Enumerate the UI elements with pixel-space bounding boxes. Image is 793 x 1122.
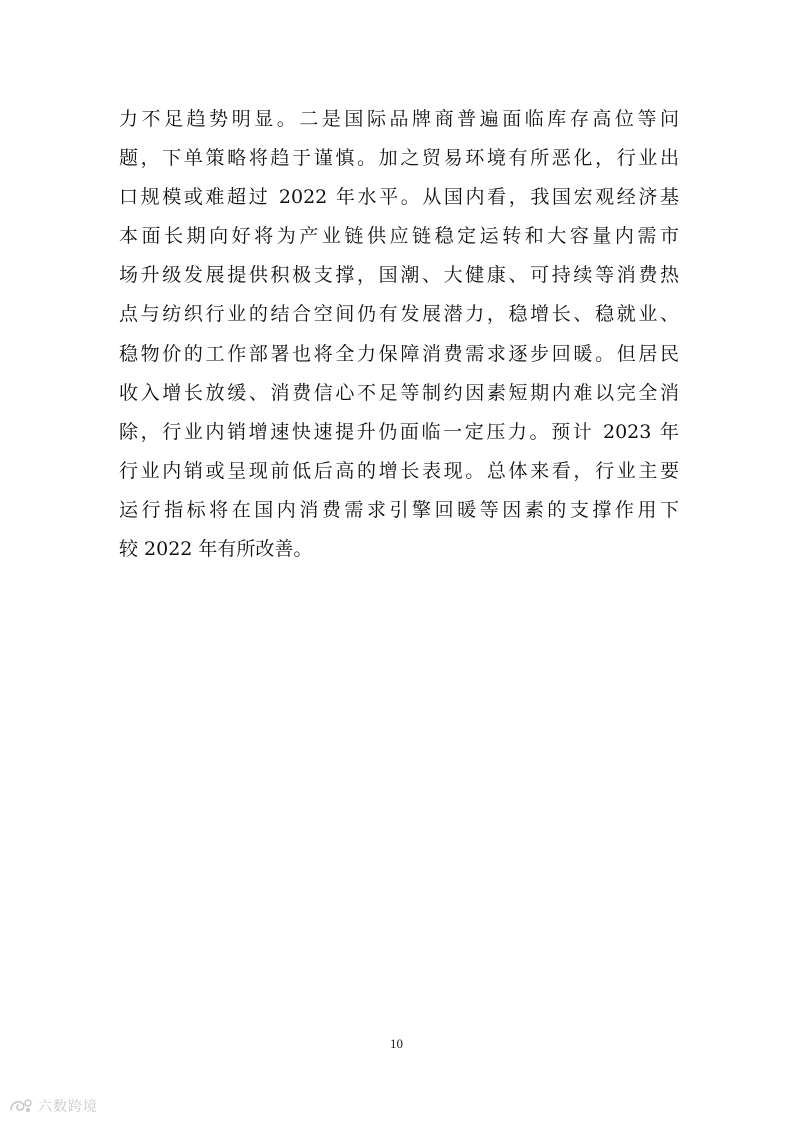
paragraph-line: 较 2022 年有所改善。 (119, 538, 313, 561)
paragraph-line: 稳物价的工作部署也将全力保障消费需求逐步回暖。但居民 (119, 342, 679, 365)
paragraph-line: 本面长期向好将为产业链供应链稳定运转和大容量内需市 (119, 225, 679, 248)
watermark (8, 1095, 98, 1117)
paragraph-line: 点与纺织行业的结合空间仍有发展潜力，稳增长、稳就业、 (119, 303, 679, 326)
page-number: 10 (390, 1036, 403, 1051)
paragraph-line: 收入增长放缓、消费信心不足等制约因素短期内难以完全消 (119, 381, 679, 404)
body-paragraph (119, 100, 679, 569)
paragraph-line: 除，行业内销增速快速提升仍面临一定压力。预计 2023 年 (119, 420, 679, 443)
paragraph-line: 行业内销或呈现前低后高的增长表现。总体来看，行业主要 (119, 459, 679, 482)
brand-logo-icon (8, 1097, 34, 1115)
watermark-text: 六数跨境 (38, 1099, 98, 1115)
paragraph-line: 运行指标将在国内消费需求引擎回暖等因素的支撑作用下 (119, 498, 679, 521)
paragraph-line: 场升级发展提供积极支撑，国潮、大健康、可持续等消费热 (119, 264, 679, 287)
paragraph-line: 题，下单策略将趋于谨慎。加之贸易环境有所恶化，行业出 (119, 147, 679, 170)
paragraph-line: 口规模或难超过 2022 年水平。从国内看，我国宏观经济基 (119, 186, 679, 209)
paragraph-line: 力不足趋势明显。二是国际品牌商普遍面临库存高位等问 (119, 108, 679, 130)
